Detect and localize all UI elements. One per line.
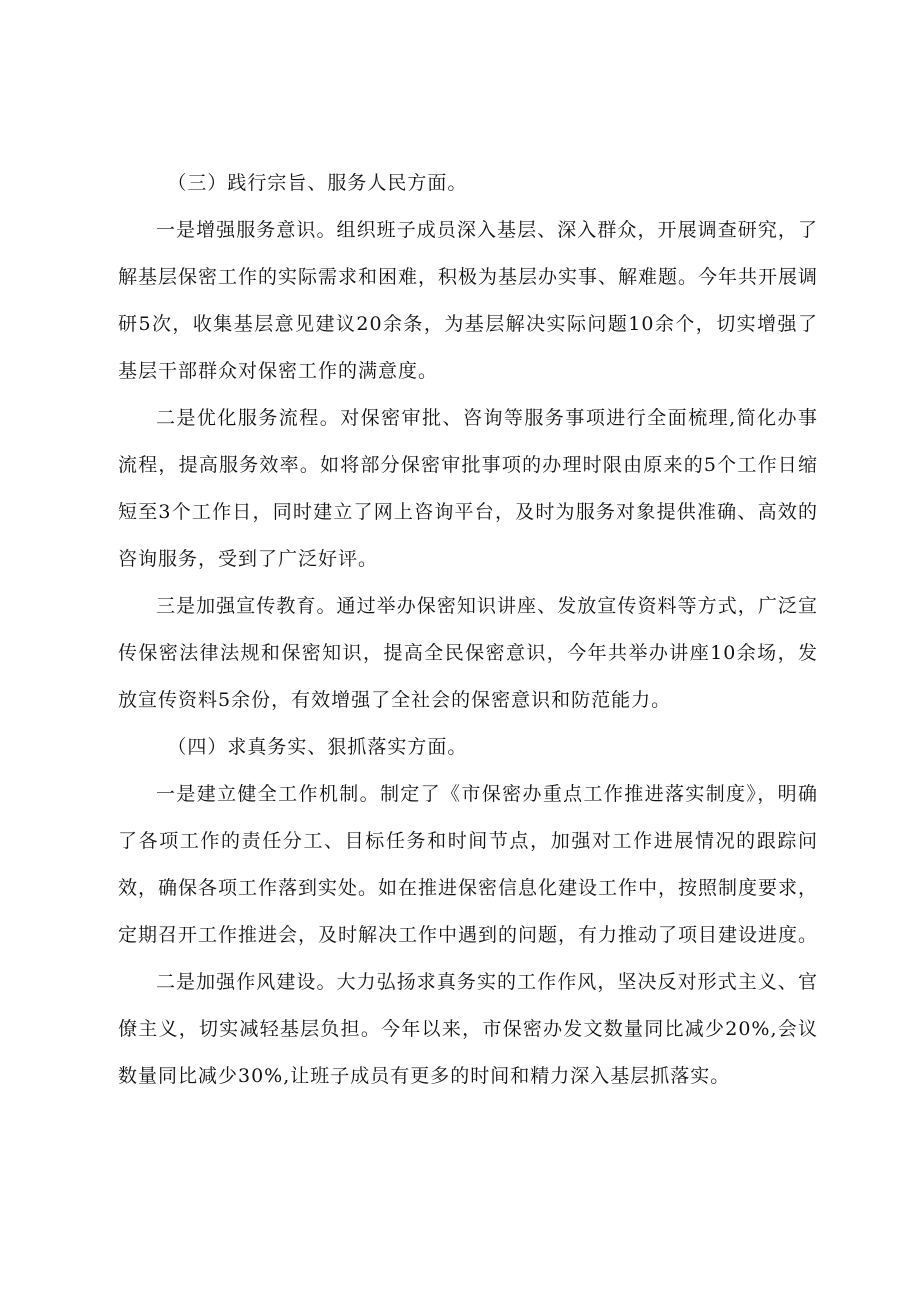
paragraph-service-awareness: 一是增强服务意识。组织班子成员深入基层、深入群众，开展调查研究，了解基层保密工作的实际需求和困难，积极为基层办实事、解难题。今年共开展调研5次，收集基层意见建议20余条，为基层解决实际问题10余个，切实增强了基层干部群众对保密工作的满意度。: [118, 219, 819, 382]
paragraph-service-process: 二是优化服务流程。对保密审批、咨询等服务事项进行全面梳理,简化办事流程，提高服务效率。如将部分保密审批事项的办理时限由原来的5个工作日缩短至3个工作日，同时建立了网上咨询平台，及时为服务对象提供准确、高效的咨询服务，受到了广泛好评。: [118, 407, 818, 570]
paragraph-work-mechanism: 一是建立健全工作机制。制定了《市保密办重点工作推进落实制度》，明确了各项工作的责任分工、目标任务和时间节点，加强对工作进展情况的跟踪问效，确保各项工作落到实处。如在推进保密信息化建设工作中，按照制度要求，定期召开工作推进会，及时解决工作中遇到的问题，有力推动了项目建设进度。: [118, 783, 819, 946]
paragraph-work-style: 二是加强作风建设。大力弘扬求真务实的工作作风，坚决反对形式主义、官僚主义，切实减轻基层负担。今年以来，市保密办发文数量同比减少20%,会议数量同比减少30%,让班子成员有更多的时间和精力深入基层抓落实。: [118, 971, 818, 1087]
section-heading-4: （四）求真务实、狠抓落实方面。: [167, 736, 468, 758]
paragraph-publicity-education: 三是加强宣传教育。通过举办保密知识讲座、发放宣传资料等方式，广泛宣传保密法律法规和保密知识，提高全民保密意识，今年共举办讲座10余场，发放宣传资料5余份，有效增强了全社会的保密意识和防范能力。: [118, 595, 818, 711]
document-body: [118, 160, 818, 1100]
section-heading-3: （三）践行宗旨、服务人民方面。: [167, 172, 468, 194]
